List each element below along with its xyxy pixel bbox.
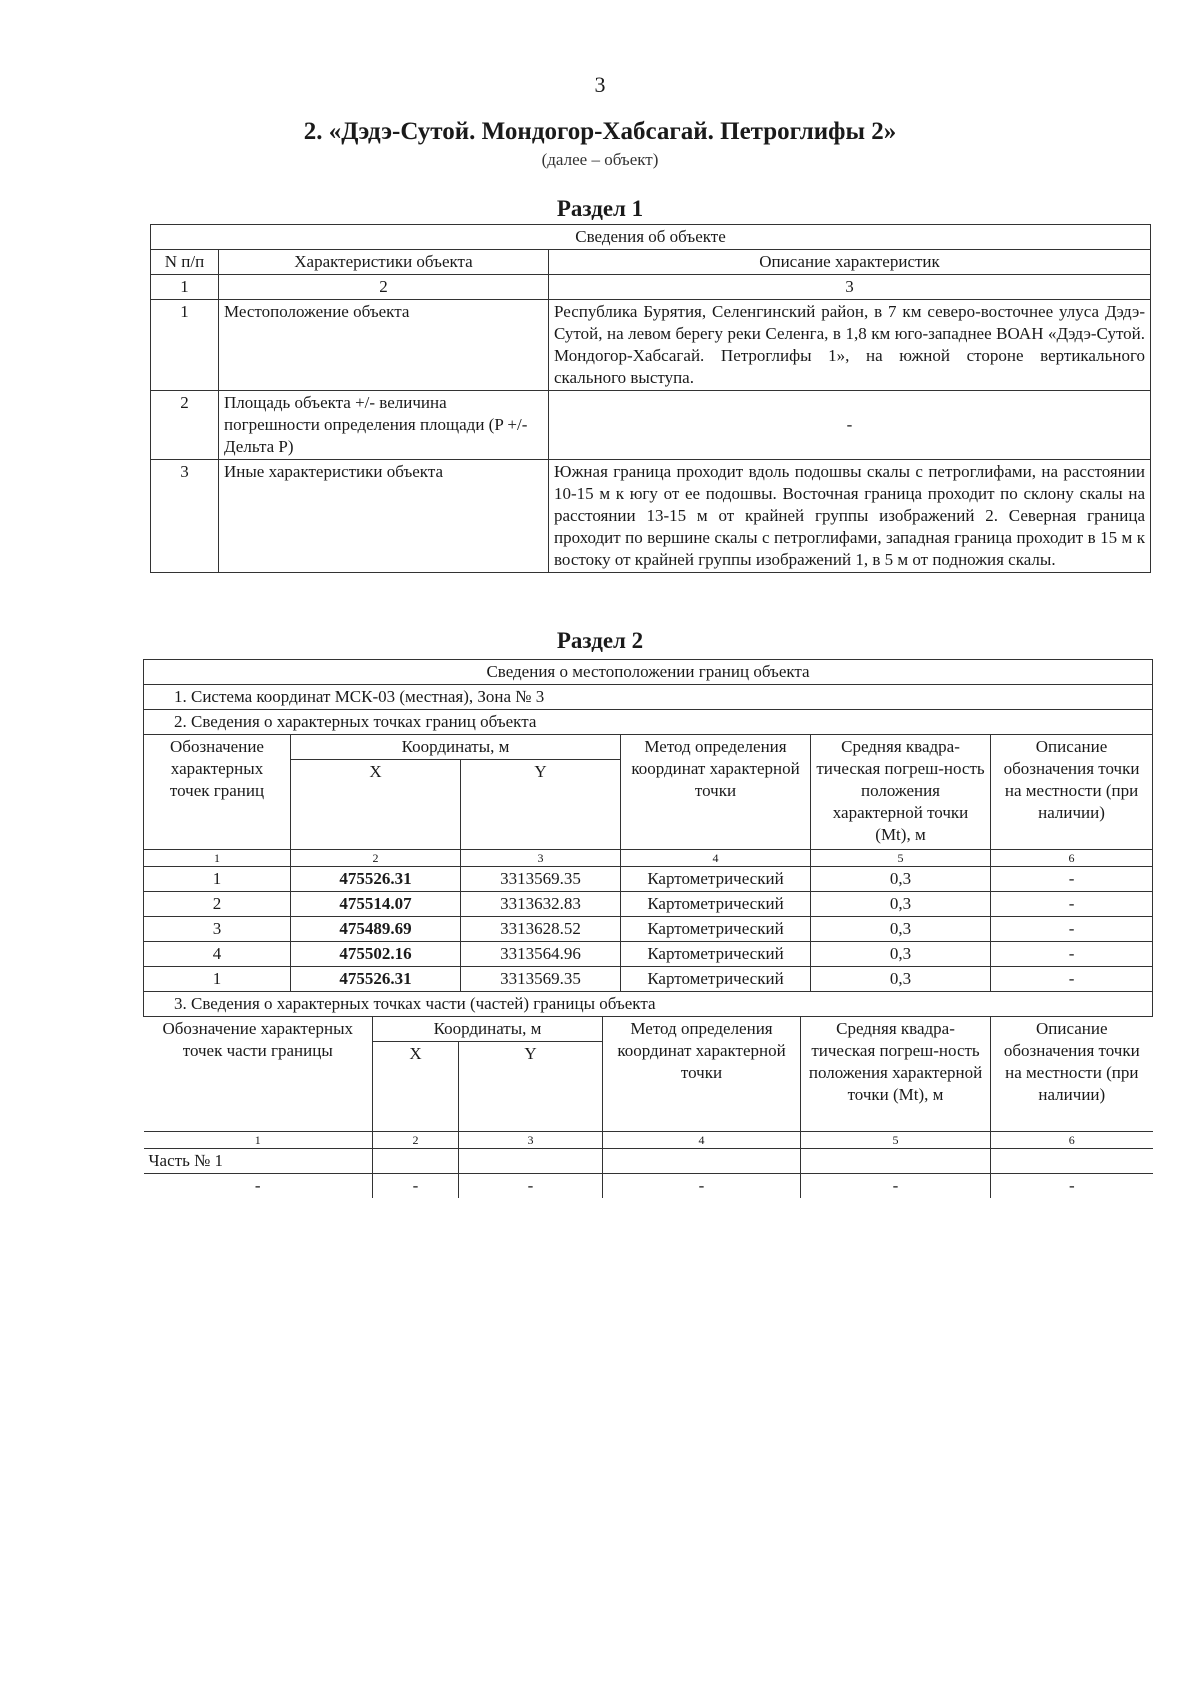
point-y: 3313632.83 xyxy=(461,892,621,917)
col-number: 1 xyxy=(144,850,291,867)
table-header-row xyxy=(144,735,1153,760)
parts-header-method: Метод определения координат характерной точки xyxy=(603,1017,801,1132)
col-number: 2 xyxy=(291,850,461,867)
point-mt: 0,3 xyxy=(811,942,991,967)
header-y: Y xyxy=(461,760,621,850)
points-heading: 2. Сведения о характерных точках границ объекта xyxy=(144,710,1153,735)
parts-heading: 3. Сведения о характерных точках части (частей) границы объекта xyxy=(144,992,1153,1017)
point-x: 475514.07 xyxy=(291,892,461,917)
coordinate-system: 1. Система координат МСК-03 (местная), Зона № 3 xyxy=(144,685,1153,710)
point-method: Картометрический xyxy=(621,867,811,892)
header-x: X xyxy=(291,760,461,850)
row-characteristic: Иные характеристики объекта xyxy=(219,460,549,573)
column-number-row xyxy=(151,275,1151,300)
row-characteristic: Площадь объекта +/- величина погрешности определения площади (P +/- Дельта P) xyxy=(219,391,549,460)
header-rmse: Средняя квадра-тическая погреш-ность положения характерной точки (Mt), м xyxy=(811,735,991,850)
point-x: 475502.16 xyxy=(291,942,461,967)
table-header-row xyxy=(144,1017,1153,1042)
table-row xyxy=(144,967,1153,992)
table-caption: Сведения об объекте xyxy=(151,225,1151,250)
row-characteristic: Местоположение объекта xyxy=(219,300,549,391)
point-description: - xyxy=(991,892,1153,917)
table-row xyxy=(151,460,1151,573)
document-subtitle: (далее – объект) xyxy=(541,150,659,169)
section-1-title: Раздел 1 xyxy=(556,196,644,221)
table-row xyxy=(144,942,1153,967)
column-number-row xyxy=(144,1132,1153,1149)
part-cell: - xyxy=(991,1174,1153,1199)
row-description: - xyxy=(549,391,1151,460)
point-method: Картометрический xyxy=(621,892,811,917)
parts-header-coordinates: Координаты, м xyxy=(373,1017,603,1042)
parts-header-rmse: Средняя квадра-тическая погреш-ность положения характерной точки (Mt), м xyxy=(801,1017,991,1132)
col-number: 2 xyxy=(373,1132,459,1149)
part-cell: - xyxy=(459,1174,603,1199)
point-x: 475526.31 xyxy=(291,867,461,892)
row-number: 3 xyxy=(151,460,219,573)
part-label: Часть № 1 xyxy=(144,1149,373,1174)
point-method: Картометрический xyxy=(621,942,811,967)
point-description: - xyxy=(991,942,1153,967)
col-number: 4 xyxy=(621,850,811,867)
table-row xyxy=(144,1174,1153,1199)
header-description: Описание характеристик xyxy=(549,250,1151,275)
point-description: - xyxy=(991,867,1153,892)
table-row xyxy=(144,867,1153,892)
table-row xyxy=(151,391,1151,460)
point-mt: 0,3 xyxy=(811,967,991,992)
header-num: N п/п xyxy=(151,250,219,275)
table-row xyxy=(151,300,1151,391)
col-number: 3 xyxy=(459,1132,603,1149)
header-method: Метод определения координат характерной точки xyxy=(621,735,811,850)
point-method: Картометрический xyxy=(621,967,811,992)
point-mt: 0,3 xyxy=(811,867,991,892)
col-number: 3 xyxy=(461,850,621,867)
point-description: - xyxy=(991,917,1153,942)
table-header-row xyxy=(151,250,1151,275)
table-row xyxy=(144,917,1153,942)
part-cell: - xyxy=(603,1174,801,1199)
table-row xyxy=(144,892,1153,917)
boundary-table xyxy=(143,659,1153,1198)
parts-header-y: Y xyxy=(459,1042,603,1132)
document-title: 2. «Дэдэ-Сутой. Мондогор-Хабсагай. Петроглифы 2» xyxy=(303,118,897,145)
header-characteristic: Характеристики объекта xyxy=(219,250,549,275)
header-point-description: Описание обозначения точки на местности (при наличии) xyxy=(991,735,1153,850)
table-caption: Сведения о местоположении границ объекта xyxy=(144,660,1153,685)
col-number: 5 xyxy=(801,1132,991,1149)
point-method: Картометрический xyxy=(621,917,811,942)
point-id: 2 xyxy=(144,892,291,917)
row-number: 2 xyxy=(151,391,219,460)
point-mt: 0,3 xyxy=(811,917,991,942)
part-cell: - xyxy=(801,1174,991,1199)
point-y: 3313569.35 xyxy=(461,867,621,892)
row-description: Южная граница проходит вдоль подошвы скалы с петроглифами, на расстоянии 10-15 м к югу от ее подошвы. Восточная граница проходит по склону скалы на расстоянии 13-15 м от крайней группы изображений 2. Северная граница проходит по вершине скалы с петроглифами, западная граница проходит в 15 м к востоку от крайней группы изображений 1, в 5 м от подножия скалы. xyxy=(549,460,1151,573)
header-coordinates: Координаты, м xyxy=(291,735,621,760)
point-description: - xyxy=(991,967,1153,992)
boundary-parts-table xyxy=(144,1017,1153,1198)
part-cell: - xyxy=(144,1174,373,1199)
point-id: 1 xyxy=(144,967,291,992)
parts-table-wrap xyxy=(144,1017,1153,1199)
col-number: 2 xyxy=(219,275,549,300)
col-number: 6 xyxy=(991,1132,1153,1149)
row-number: 1 xyxy=(151,300,219,391)
col-number: 1 xyxy=(144,1132,373,1149)
point-x: 475489.69 xyxy=(291,917,461,942)
col-number: 5 xyxy=(811,850,991,867)
point-id: 1 xyxy=(144,867,291,892)
column-number-row xyxy=(144,850,1153,867)
point-y: 3313564.96 xyxy=(461,942,621,967)
col-number: 3 xyxy=(549,275,1151,300)
part-cell: - xyxy=(373,1174,459,1199)
parts-header-x: X xyxy=(373,1042,459,1132)
header-designation: Обозначение характерных точек границ xyxy=(144,735,291,850)
point-x: 475526.31 xyxy=(291,967,461,992)
parts-header-point-description: Описание обозначения точки на местности (при наличии) xyxy=(991,1017,1153,1132)
page-number: 3 xyxy=(594,72,606,97)
col-number: 6 xyxy=(991,850,1153,867)
point-id: 4 xyxy=(144,942,291,967)
col-number: 1 xyxy=(151,275,219,300)
point-y: 3313569.35 xyxy=(461,967,621,992)
row-description: Республика Бурятия, Селенгинский район, в 7 км северо-восточнее улуса Дэдэ-Сутой, на левом берегу реки Селенга, в 1,8 км юго-западнее ВОАН «Дэдэ-Сутой. Мондогор-Хабсагай. Петроглифы 1», на южной стороне вертикального скального выступа. xyxy=(549,300,1151,391)
parts-header-designation: Обозначение характерных точек части границы xyxy=(144,1017,373,1132)
col-number: 4 xyxy=(603,1132,801,1149)
section-2-title: Раздел 2 xyxy=(556,628,644,653)
point-id: 3 xyxy=(144,917,291,942)
point-y: 3313628.52 xyxy=(461,917,621,942)
point-mt: 0,3 xyxy=(811,892,991,917)
object-info-table xyxy=(150,224,1151,573)
